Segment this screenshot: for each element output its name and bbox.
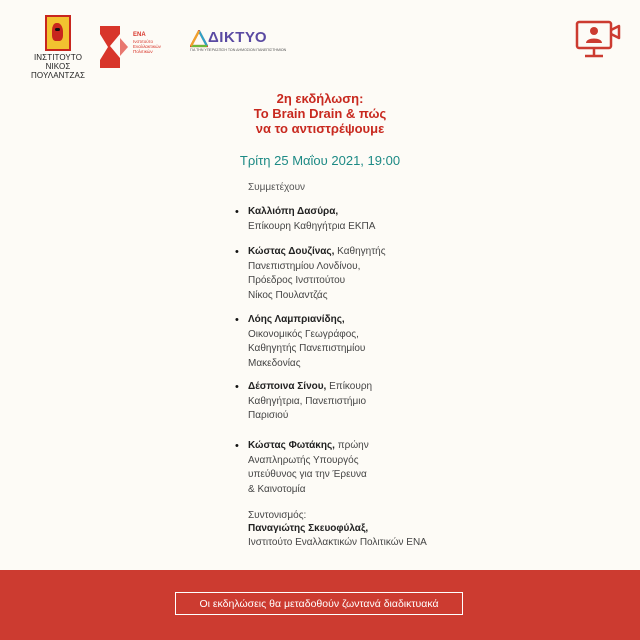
event-title: 2η εκδήλωση: Το Brain Drain & πώς να το αντιστρέψουμε (253, 91, 387, 136)
participant-item: • Κώστας Δουζίνας, Καθηγητής Πανεπιστημίου Λονδίνου, Πρόεδρος Ινστιτούτου Νίκος Πουλαντζάς (235, 246, 386, 301)
institute-poulantzas-logo (30, 15, 86, 80)
participant-item: • Κώστας Φωτάκης, πρώην Αναπληρωτής Υπουργός υπεύθυνος για την Έρευνα & Καινοτομία (235, 440, 369, 495)
participant-item: • Λόης Λαμπριανίδης, Οικονομικός Γεωγράφος, Καθηγητής Πανεπιστημίου Μακεδονίας (235, 314, 366, 369)
diktyo-triangle-icon (190, 30, 208, 48)
participants-label: Συμμετέχουν (248, 182, 306, 193)
institute-face-icon (45, 15, 71, 51)
institute-logo-text: ΙΝΣΤΙΤΟΥΤΟ ΝΙΚΟΣ ΠΟΥΛΑΝΤΖΑΣ (31, 53, 85, 80)
participant-item: • Δέσποινα Σίνου, Επίκουρη Καθηγήτρια, Πανεπιστήμιο Παρισιού (235, 381, 373, 421)
coordination-label: Συντονισμός: (248, 510, 307, 521)
footer-banner (0, 570, 640, 640)
participant-item: • Καλλιόπη Δασύρα, Επίκουρη Καθηγήτρια ΕΚΠΑ (235, 206, 376, 232)
ena-institute-logo: ΕΝΑ Ινστιτούτο Εναλλακτικών Πολιτικών (96, 24, 196, 72)
live-stream-notice: Οι εκδηλώσεις θα μεταδοθούν ζωντανά διαδικτυακά (175, 592, 463, 615)
ena-mark-icon (96, 24, 132, 70)
online-presentation-icon (575, 18, 621, 62)
coordinator-name: Παναγιώτης Σκευοφύλαξ, (248, 523, 369, 535)
ena-logo-subtitle: Ινστιτούτο Εναλλακτικών Πολιτικών (133, 39, 161, 54)
coordination-block (248, 509, 427, 549)
event-date: Τρίτη 25 Μαΐου 2021, 19:00 (239, 153, 401, 168)
coordinator-affiliation: Ινστιτούτο Εναλλακτικών Πολιτικών ΕΝΑ (248, 536, 427, 548)
